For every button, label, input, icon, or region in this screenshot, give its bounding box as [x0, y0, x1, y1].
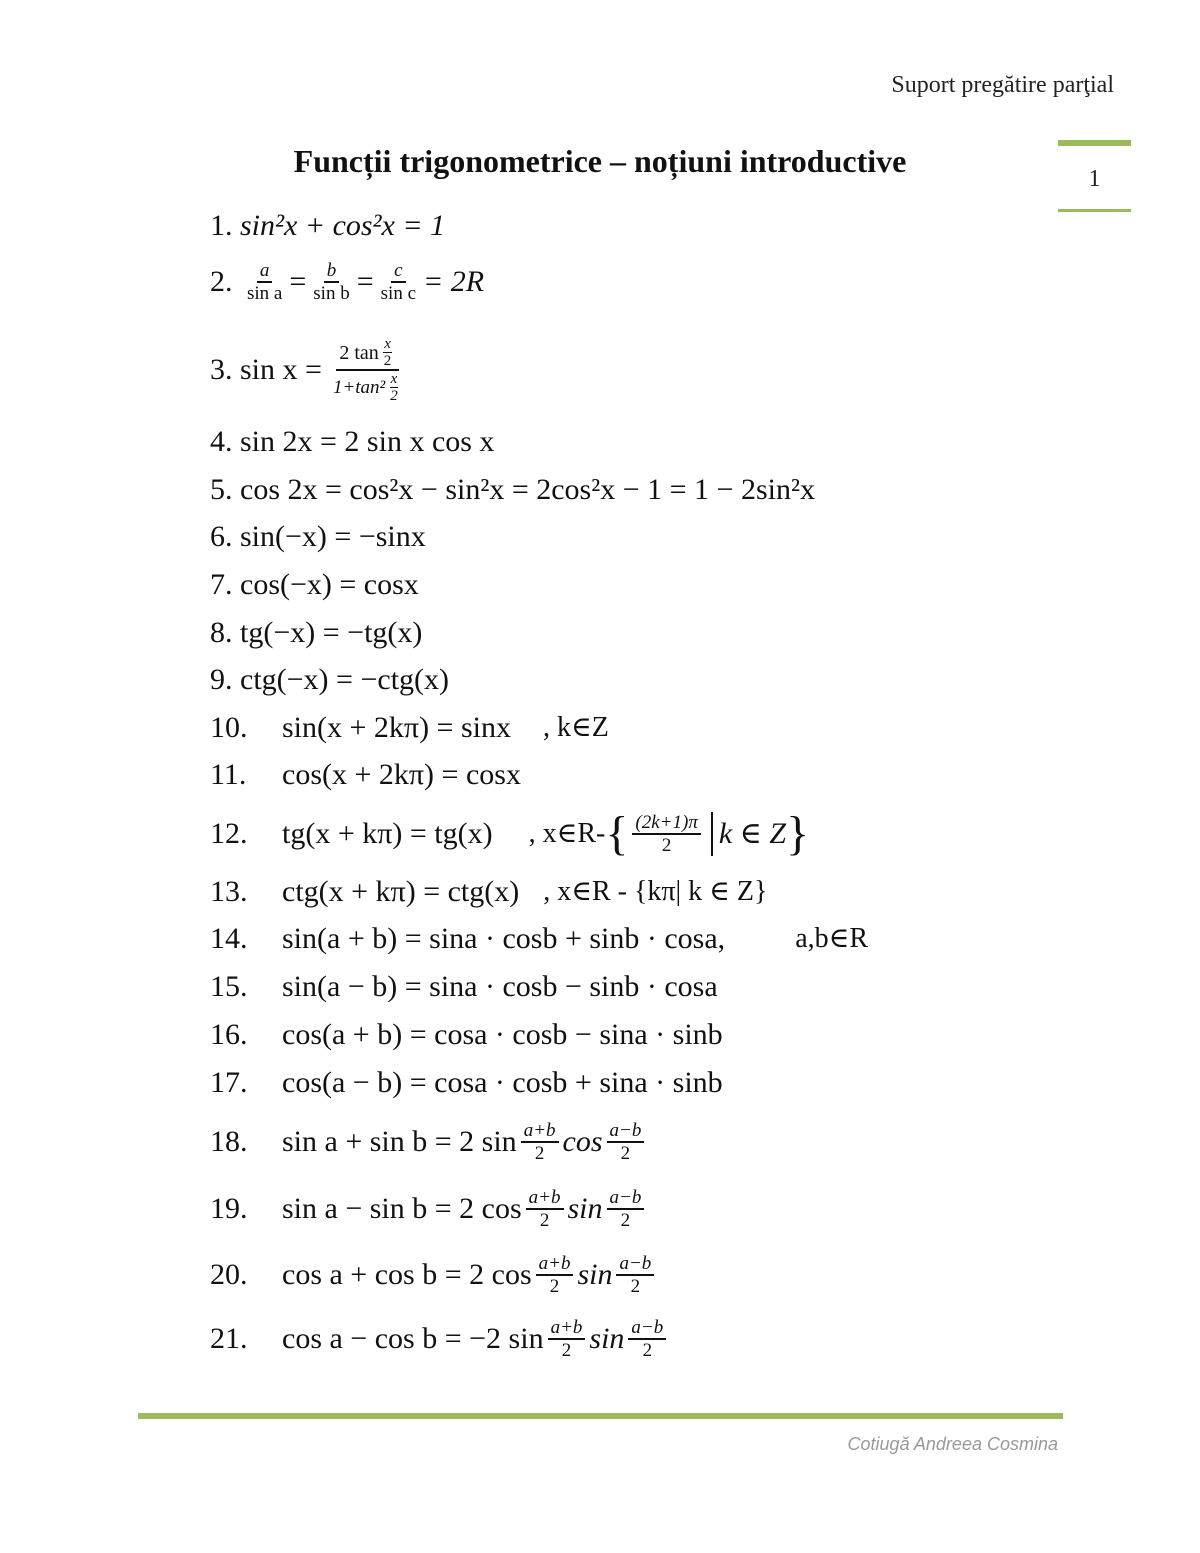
formula-14 — [210, 921, 868, 957]
formula-6 — [210, 519, 426, 555]
formula-number: 11. — [210, 758, 247, 791]
formula-number: 2. — [210, 265, 233, 298]
denominator: 2 — [383, 353, 392, 369]
formula-16 — [210, 1017, 723, 1053]
formula-lhs: cos a + cos b = 2 cos — [282, 1258, 532, 1291]
numerator: a−b — [616, 1253, 654, 1276]
denominator: 2 — [534, 1143, 545, 1164]
page-title — [0, 143, 1200, 180]
numerator: a — [257, 260, 273, 283]
numerator: a−b — [607, 1187, 645, 1210]
fraction — [536, 1253, 574, 1297]
formula-text: tg(x + kπ) = tg(x) — [282, 817, 493, 850]
fraction — [330, 336, 406, 404]
numerator: a+b — [526, 1187, 564, 1210]
footer-author: Cotiugă Andreea Cosmina — [847, 1434, 1058, 1454]
numerator: a−b — [628, 1317, 666, 1340]
denominator: sin c — [380, 283, 416, 304]
page-number: 1 — [1088, 166, 1101, 192]
formula-number: 21. — [210, 1322, 248, 1355]
formula-number: 19. — [210, 1192, 248, 1225]
formula-text: cos(x + 2kπ) = cosx — [282, 758, 521, 791]
formula-17 — [210, 1065, 723, 1101]
formula-condition: , k∈Z — [542, 712, 609, 743]
page-number-bottom-rule — [1058, 209, 1131, 212]
fraction — [383, 336, 393, 369]
formula-text: ctg(−x) = −ctg(x) — [240, 663, 450, 696]
set-condition: k ∈ Z — [718, 817, 787, 850]
denominator: 2 — [630, 1276, 641, 1297]
formula-mid: sin — [567, 1192, 603, 1225]
formula-condition: , x∈R - {kπ| k ∈ Z} — [543, 876, 768, 907]
formula-number: 18. — [210, 1125, 248, 1158]
formula-mid: cos — [562, 1125, 603, 1158]
formula-11 — [210, 757, 521, 793]
formula-lhs: cos a − cos b = −2 sin — [282, 1322, 544, 1355]
formula-5 — [210, 472, 815, 508]
fraction — [526, 1187, 564, 1231]
denominator: 2 — [390, 388, 398, 404]
formula-7 — [210, 567, 419, 603]
footer-rule — [138, 1413, 1063, 1419]
fraction — [310, 260, 352, 304]
formula-text: sin 2x = 2 sin x cos x — [240, 425, 495, 458]
formula-lhs: sin a − sin b = 2 cos — [282, 1192, 522, 1225]
formula-condition: a,b∈R — [795, 923, 869, 954]
formula-21 — [210, 1307, 670, 1371]
numerator: a+b — [536, 1253, 574, 1276]
numerator: x — [384, 336, 391, 352]
formula-text: sin(x + 2kπ) = sinx — [282, 711, 511, 744]
denominator: 2 — [620, 1210, 631, 1231]
set-divider — [711, 812, 713, 856]
numerator: a+b — [548, 1317, 586, 1340]
fraction — [548, 1317, 586, 1361]
formula-18 — [210, 1110, 648, 1174]
page-title-text: Funcții trigonometrice – noțiuni introductive — [293, 143, 907, 179]
formula-1 — [210, 208, 445, 244]
formula-number: 17. — [210, 1066, 248, 1099]
formula-number: 1. — [210, 209, 233, 242]
formula-mid: sin — [577, 1258, 613, 1291]
formula-lhs: sin x = — [240, 353, 322, 386]
formula-2: 2. $\frac{a}{\text{sin a}}$ = $\frac{b}{\text{sin b}}$ = $\frac{c}{\text{sin c}}$ = 2R — [210, 260, 485, 304]
formula-number: 20. — [210, 1258, 248, 1291]
numerator: a−b — [607, 1120, 645, 1143]
formula-text: cos(−x) = cosx — [240, 568, 419, 601]
numerator: x — [390, 371, 398, 387]
fraction — [378, 260, 419, 304]
fraction — [616, 1253, 654, 1297]
denominator: 2 — [642, 1340, 653, 1361]
formula-number: 12. — [210, 817, 248, 850]
right-brace: } — [786, 807, 810, 860]
formula-text: sin(a − b) = sina · cosb − sinb · cosa — [282, 970, 718, 1003]
fraction — [244, 260, 285, 304]
formula-8 — [210, 615, 422, 651]
denominator: 2 — [561, 1340, 572, 1361]
formula-number: 14. — [210, 922, 248, 955]
formula-19 — [210, 1177, 648, 1241]
formula-number: 6. — [210, 520, 233, 553]
numerator: (2k+1)π — [632, 812, 700, 835]
formula-text: sin²x + cos²x = 1 — [240, 209, 446, 242]
numerator: c — [391, 260, 405, 283]
denominator: sin b — [313, 283, 350, 304]
formula-lhs: sin a + sin b = 2 sin — [282, 1125, 517, 1158]
formula-number: 7. — [210, 568, 233, 601]
formula-text: sin(a + b) = sina · cosb + sinb · cosa, — [282, 922, 726, 955]
denominator: 2 — [539, 1210, 550, 1231]
formula-mid: sin — [589, 1322, 625, 1355]
formula-condition: , x∈R- — [528, 818, 606, 849]
formula-number: 4. — [210, 425, 233, 458]
fraction — [607, 1120, 645, 1164]
formula-number: 16. — [210, 1018, 248, 1051]
formula-4 — [210, 424, 494, 460]
denominator: sin a — [247, 283, 283, 304]
formula-text: cos(a − b) = cosa · cosb + sina · sinb — [282, 1066, 723, 1099]
formula-text: cos(a + b) = cosa · cosb − sina · sinb — [282, 1018, 723, 1051]
fraction — [521, 1120, 559, 1164]
formula-number: 9. — [210, 663, 233, 696]
numerator-text: 2 tan — [339, 341, 379, 364]
formula-text: ctg(x + kπ) = ctg(x) — [282, 875, 520, 908]
formula-9 — [210, 662, 449, 698]
numerator: a+b — [521, 1120, 559, 1143]
denominator: 2 — [661, 835, 672, 856]
formula-text: sin(−x) = −sinx — [240, 520, 426, 553]
numerator: b — [324, 260, 340, 283]
fraction — [628, 1317, 666, 1361]
formula-13 — [210, 874, 767, 910]
fraction — [389, 371, 399, 404]
formula-text: tg(−x) = −tg(x) — [240, 616, 423, 649]
denominator — [330, 371, 406, 404]
formula-number: 8. — [210, 616, 233, 649]
formula-number: 10. — [210, 711, 248, 744]
denominator-text: 1+tan² — [332, 376, 386, 398]
formula-number: 5. — [210, 473, 233, 506]
denominator: 2 — [549, 1276, 560, 1297]
formula-3 — [210, 336, 410, 404]
left-brace: { — [605, 807, 629, 860]
formula-rhs: = 2R — [423, 265, 485, 298]
formula-number: 13. — [210, 875, 248, 908]
fraction — [632, 812, 700, 856]
numerator — [336, 336, 399, 371]
fraction — [607, 1187, 645, 1231]
formula-15 — [210, 969, 718, 1005]
formula-20 — [210, 1243, 658, 1307]
formula-text: cos 2x = cos²x − sin²x = 2cos²x − 1 = 1 − 2sin²x — [240, 473, 815, 506]
header-text: Suport pregătire parţial — [891, 72, 1114, 98]
denominator: 2 — [620, 1143, 631, 1164]
formula-12 — [210, 806, 809, 862]
formula-10 — [210, 710, 609, 746]
formula-number: 3. — [210, 353, 233, 386]
formula-number: 15. — [210, 970, 248, 1003]
